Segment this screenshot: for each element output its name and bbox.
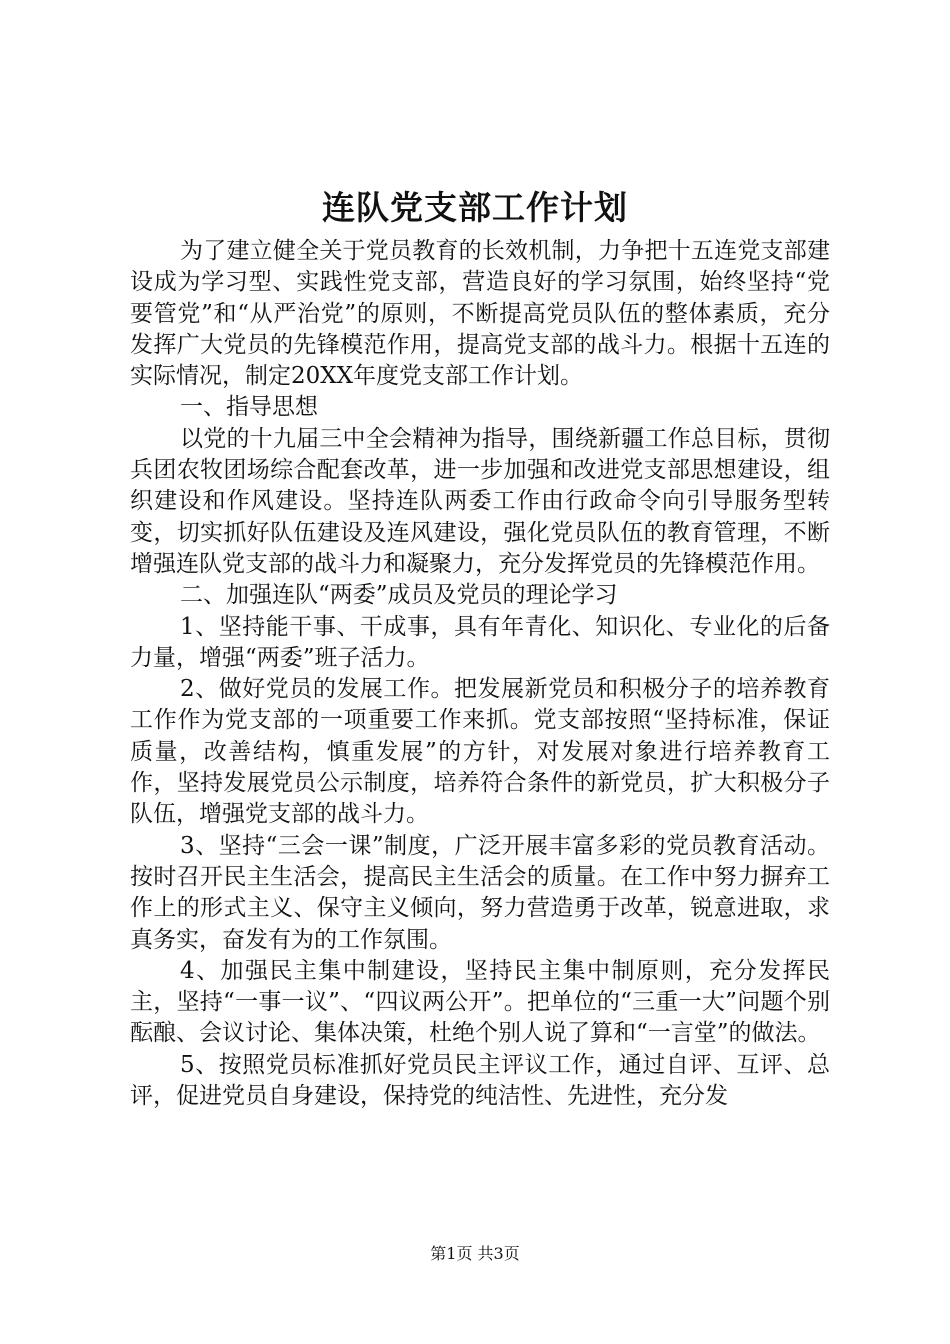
page-footer: 第1页 共3页 (430, 1244, 520, 1263)
paragraph-guiding-ideology: 以党的十九届三中全会精神为指导，围绕新疆工作总目标，贯彻兵团农牧团场综合配套改革，进一步加强和改进党支部思想建设，组织建设和作风建设。坚持连队两委工作由行政命令向引导服务型转变，切实抓好队伍建设及连风建设，强化党员队伍的教育管理，不断增强连队党支部的战斗力和凝聚力，充分发挥党员的先锋模范作用。 (130, 425, 830, 577)
paragraph-item-1: 1、坚持能干事、干成事，具有年青化、知识化、专业化的后备力量，增强“两委”班子活力。 (130, 613, 830, 671)
document-title: 连队党支部工作计划 (322, 188, 628, 227)
section-heading-guiding-ideology: 一、指导思想 (180, 394, 318, 421)
paragraph-item-2: 2、做好党员的发展工作。把发展新党员和积极分子的培养教育工作作为党支部的一项重要工作来抓。党支部按照“坚持标准，保证质量，改善结构，慎重发展”的方针，对发展对象进行培养教育工作，坚持发展党员公示制度，培养符合条件的新党员，扩大积极分子队伍，增强党支部的战斗力。 (130, 676, 830, 828)
document-body (130, 236, 830, 1112)
paragraph-item-5: 5、按照党员标准抓好党员民主评议工作，通过自评、互评、总评，促进党员自身建设，保持党的纯洁性、先进性，充分发 (130, 1051, 830, 1110)
paragraph-intro: 为了建立健全关于党员教育的长效机制，力争把十五连党支部建设成为学习型、实践性党支部，营造良好的学习氛围，始终坚持“党要管党”和“从严治党”的原则，不断提高党员队伍的整体素质，充分发挥广大党员的先锋模范作用，提高党支部的战斗力。根据十五连的实际情况，制定20XX年度党支部工作计划。 (130, 238, 830, 390)
paragraph-item-3: 3、坚持“三会一课”制度，广泛开展丰富多彩的党员教育活动。按时召开民主生活会，提高民主生活会的质量。在工作中努力摒弃工作上的形式主义、保守主义倾向，努力营造勇于改革，锐意进取，求真务实，奋发有为的工作氛围。 (130, 832, 830, 953)
paragraph-item-4: 4、加强民主集中制建设，坚持民主集中制原则，充分发挥民主，坚持“一事一议”、“四议两公开”。把单位的“三重一大”问题个别酝酿、会议讨论、集体决策，杜绝个别人说了算和“一言堂”的做法。 (130, 957, 830, 1047)
section-heading-theory-study: 二、加强连队“两委”成员及党员的理论学习 (180, 582, 618, 609)
